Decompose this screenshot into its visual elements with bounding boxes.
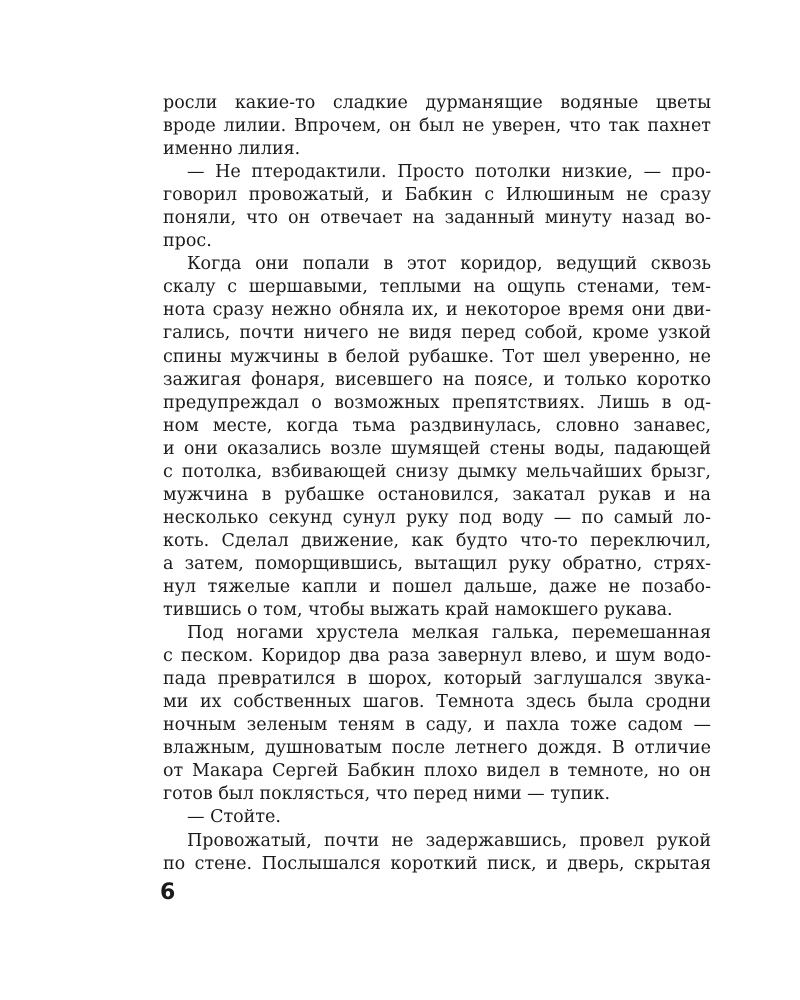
body-text [163,92,711,876]
text-line: поняли, что он отвечает на заданный минуту назад во- [163,208,711,229]
text-line: скалу с шершавыми, теплыми на ощупь стенами, тем- [163,277,711,298]
text-line: с потолка, взбивающей снизу дымку мельчайших брызг, [163,461,711,482]
text-line: предупреждал о возможных препятствиях. Лишь в од- [163,392,711,413]
text-line: — Стойте. [187,807,281,828]
text-line: от Макара Сергей Бабкин плохо видел в темноте, но он [163,761,711,782]
text-line: с песком. Коридор два раза завернул влево, и шум водо- [163,646,711,667]
text-line: росли какие-то сладкие дурманящие водяные цветы [163,93,711,113]
text-line: ми их собственных шагов. Темнота здесь была сродни [163,692,711,713]
text-line: нул тяжелые капли и пошел дальше, даже не позабо- [163,576,711,597]
text-line: нота сразу нежно обняла их, и некоторое время они дви- [163,300,711,321]
text-line: ном месте, когда тьма раздвинулась, словно занавес, [163,415,711,436]
text-line: вроде лилии. Впрочем, он был не уверен, что так пахнет [163,116,711,137]
text-line: Провожатый, почти не задержавшись, провел рукой [187,830,711,851]
text-line: мужчина в рубашке остановился, закатал рукав и на [163,484,711,505]
text-line: Под ногами хрустела мелкая галька, перемешанная [187,623,711,644]
text-line: именно лилия. [163,139,301,160]
text-line: готов был поклясться, что перед ними — тупик. [163,784,611,805]
text-line: — Не птеродактили. Просто потолки низкие, — про- [187,162,711,183]
text-line: гались, почти ничего не видя перед собой, кроме узкой [163,323,711,344]
text-line: говорил провожатый, и Бабкин с Илюшиным не сразу [163,185,711,206]
text-line: спины мужчины в белой рубашке. Тот шел уверенно, не [163,346,711,367]
text-line: ночным зеленым теням в саду, и пахла тоже садом — [163,715,711,736]
text-line: по стене. Послышался короткий писк, и дверь, скрытая [163,853,711,874]
text-line: пада превратился в шорох, который заглушался звука- [163,669,711,690]
page-number: 6 [160,880,176,905]
text-line: тившись о том, чтобы выжать край намокшего рукава. [163,600,673,621]
text-line: Когда они попали в этот коридор, ведущий сквозь [187,254,711,275]
text-line: и они оказались возле шумящей стены воды, падающей [163,438,711,459]
text-line: несколько секунд сунул руку под воду — по самый ло- [163,507,711,528]
text-line: а затем, поморщившись, вытащил руку обратно, стрях- [163,553,711,574]
text-line: прос. [163,231,212,252]
text-line: коть. Сделал движение, как будто что-то переключил, [163,530,711,551]
text-line: влажным, душноватым после летнего дождя. В отличие [163,738,711,759]
text-line: зажигая фонаря, висевшего на поясе, и только коротко [163,369,711,390]
